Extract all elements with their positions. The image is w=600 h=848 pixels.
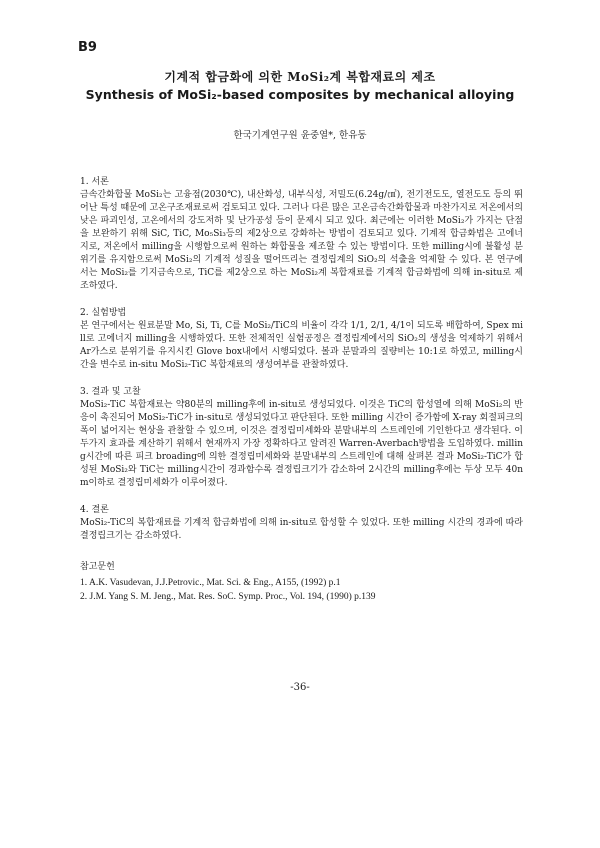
references: [80, 561, 523, 604]
section-conclusion: [80, 504, 523, 543]
section-heading: 1. 서론: [80, 177, 109, 187]
section-text: MoSi₂-TiC 복합재료는 약80분의 milling후에 in-situ로 생성되었다. 이것은 TiC의 합성열에 의해 MoSi₂의 반응이 촉진되어 MoSi₂-TiC가 in-situ로 생성되었다고 판단된다. 또한 milling 시간이 증가함에 X-ray 회절피크의 폭이 넓어지는 현상을 관찰할 수 있으며, 이것은 결정립미세화와 분말내부의 스트레인에 기인한다고 생각된다. 이 두가지 효과를 계산하기 위해서 현재까지 가장 정확하다고 알려진 Warren-Averbach방법을 도입하였다. milling시간에 따른 피크 broading에 의한 결정립미세화와 분말내부의 스트레인에 대해 살펴본 결과 MoSi₂-TiC가 합성된 MoSi₂와 TiC는 milling시간이 경과함수록 결정립크기가 감소하여 2시간의 milling후에는 두상 모두 40nm이하로 결정립미세화가 이루어졌다.: [80, 400, 523, 488]
author-line: 한국기계연구원 윤중열*, 한유동: [233, 130, 367, 141]
references-heading: 참고문헌: [80, 562, 115, 572]
section-text: MoSi₂-TiC의 복합재료를 기계적 합금화법에 의해 in-situ로 합성할 수 있었다. 또한 milling 시간의 경과에 따라 결정립크기는 감소하였다.: [80, 518, 523, 541]
section-results: [80, 386, 523, 490]
section-heading: 2. 실험방법: [80, 308, 127, 318]
reference-item: 2. J.M. Yang S. M. Jeng., Mat. Res. SoC. Symp. Proc., Vol. 194, (1990) p.139: [80, 592, 376, 602]
reference-item: 1. A.K. Vasudevan, J.J.Petrovic., Mat. Sci. & Eng., A155, (1992) p.1: [80, 578, 341, 588]
paper-body: [80, 176, 523, 604]
section-text: 금속간화합물 MoSi₂는 고융점(2030℃), 내산화성, 내부식성, 저밀도(6.24g/㎤), 전기전도도, 열전도도 등의 뛰어난 특성 때문에 고온구조재료로써 검토되고 있다. 그러나 다른 많은 고온금속간화합물과 마찬가지로 저온에서의 낮은 파괴인성, 고온에서의 강도저하 및 난가공성 등이 문제시 되고 있다. 최근에는 이러한 MoSi₂가 가지는 단점을 보완하기 위해 SiC, TiC, Mo₅Si₃등의 제2상으로 강화하는 방법이 검토되고 있다. 기계적 합금화법은 고에너지로, 저온에서 milling을 시행함으로써 원하는 화합물을 제조할 수 있는 방법이다. 또한 milling시에 불활성 분위기를 유지함으로써 MoSi₂의 기계적 성질을 떨어뜨리는 결정립계의 SiO₂의 석출을 억제할 수 있다. 본 연구에서는 MoSi₂를 기지금속으로, TiC를 제2상으로 하는 MoSi₂계 복합재료를 기계적 합금화법에 의해 in-situ로 제조하였다.: [80, 190, 523, 291]
section-heading: 4. 결론: [80, 505, 109, 515]
section-heading: 3. 결과 및 고찰: [80, 387, 141, 397]
section-introduction: [80, 176, 523, 293]
abstract-code: B9: [78, 40, 97, 55]
page-number: -36-: [290, 682, 310, 693]
section-methods: [80, 307, 523, 372]
title-korean: 기계적 합금화에 의한 MoSi₂계 복합재료의 제조: [164, 70, 436, 84]
title-english: Synthesis of MoSi₂-based composites by mechanical alloying: [85, 87, 515, 102]
section-text: 본 연구에서는 원료분말 Mo, Si, Ti, C를 MoSi₂/TiC의 비율이 각각 1/1, 2/1, 4/1이 되도록 배합하여, Spex mill로 고에너지 milling을 시행하였다. 또한 전체적인 실험공정은 결정립계에서의 SiO₂의 생성을 억제하기 위해서 Ar가스로 분위기를 유지시킨 Glove box내에서 시행되었다. 볼과 분말과의 질량비는 10:1로 하였고, milling시간을 변수로 in-situ MoSi₂-TiC 복합재료의 생성여부를 관찰하였다.: [80, 321, 524, 370]
